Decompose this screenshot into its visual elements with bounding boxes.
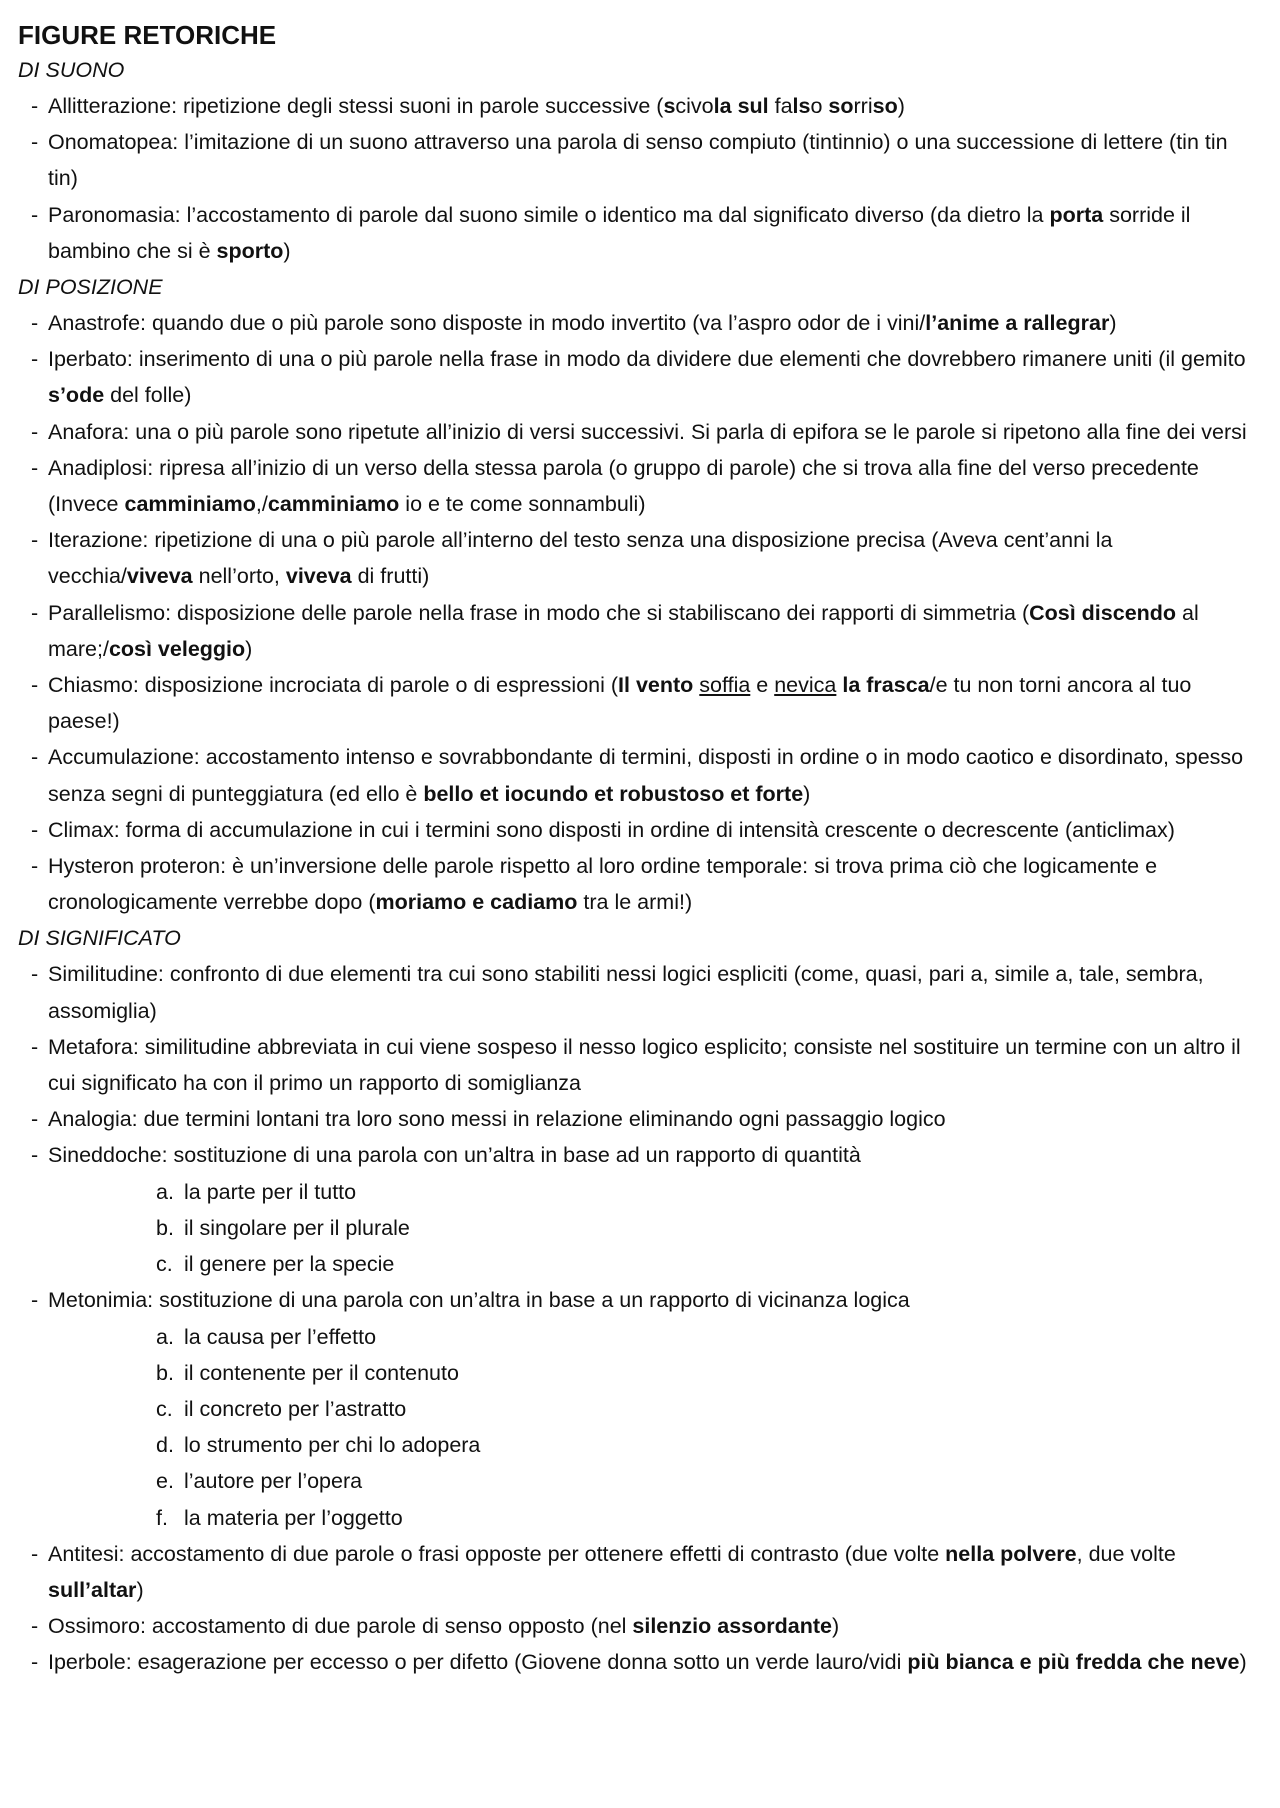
bold-text: so — [828, 94, 854, 118]
text-segment: /e tu non torni ancora al tuo paese!) — [48, 673, 1192, 734]
underlined-text: nevica — [774, 673, 837, 698]
section-heading: DI SIGNIFICATO — [18, 926, 181, 951]
text-segment: Parallelismo: disposizione delle parole nella frase in modo che si stabiliscano dei rapporti di simmetria ( — [48, 600, 1030, 625]
sub-list-text: il contenente per il contenuto — [184, 1360, 459, 1385]
bold-text: nella polvere — [945, 1541, 1077, 1566]
bold-text: Il vento — [618, 673, 694, 698]
text-segment: ) — [1239, 1650, 1247, 1675]
text-segment: ) — [831, 1614, 840, 1639]
text-segment: rri — [853, 94, 873, 118]
sub-list-item — [156, 1427, 1260, 1463]
underlined-text: soffia — [699, 673, 751, 698]
bold-text: più bianca e più fredda che neve — [907, 1650, 1240, 1675]
text-segment: e — [750, 673, 775, 698]
bold-text: moriamo e cadiamo — [375, 890, 578, 915]
sub-list-text: la causa per l’effetto — [184, 1324, 377, 1349]
text-segment: , due volte — [1076, 1541, 1176, 1566]
text-segment: Onomatopea: l’imitazione di un suono attraverso una parola di senso compiuto (tintinnio) o una successione di lettere (tin tin tin) — [48, 130, 1228, 191]
bold-text: sull’altar — [48, 1577, 137, 1602]
list-item — [18, 1536, 1260, 1608]
sub-list — [48, 1319, 1260, 1536]
bold-text: porta — [1049, 202, 1104, 227]
sub-list-text: lo strumento per chi lo adopera — [184, 1433, 481, 1458]
list-item — [18, 1608, 1260, 1644]
page-title: FIGURE RETORICHE — [18, 20, 277, 50]
text-segment: Similitudine: confronto di due elementi tra cui sono stabiliti nessi logici espliciti (come, quasi, pari a, simile a, tale, sembra, assomiglia) — [48, 962, 1204, 1023]
text-segment: fa — [768, 94, 793, 118]
sub-list-text: il genere per la specie — [184, 1252, 395, 1277]
sub-list-letter: b. — [156, 1215, 174, 1240]
figure-list — [18, 305, 1260, 920]
list-item — [18, 956, 1260, 1028]
bold-text: ls — [792, 94, 811, 118]
list-item — [18, 667, 1260, 739]
figure-list — [18, 88, 1260, 269]
figure-list — [18, 956, 1260, 1680]
text-segment: Metafora: similitudine abbreviata in cui viene sospeso il nesso logico esplicito; consiste nel sostituire un termine con un altro il cui significato ha con il primo un rapporto di somiglianza — [48, 1034, 1241, 1096]
sub-list-item — [156, 1246, 1260, 1282]
list-item — [18, 595, 1260, 667]
sub-list-text: il singolare per il plurale — [184, 1215, 410, 1240]
list-item — [18, 739, 1260, 811]
text-segment: Chiasmo: disposizione incrociata di parole o di espressioni ( — [48, 673, 619, 698]
bold-text: bello et iocundo et robustoso et forte — [423, 781, 804, 806]
bold-text: so — [872, 94, 898, 118]
list-item — [18, 450, 1260, 522]
list-item — [18, 305, 1260, 341]
text-segment: ) — [1109, 311, 1117, 336]
text-segment: io e te come sonnambuli) — [399, 492, 646, 517]
text-segment: ) — [136, 1577, 144, 1602]
list-item — [18, 341, 1260, 413]
text-segment: ) — [897, 94, 905, 118]
sub-list-text: il concreto per l’astratto — [184, 1396, 407, 1421]
text-segment: ) — [283, 238, 291, 263]
list-item — [18, 848, 1260, 920]
bold-text: camminiamo — [124, 492, 256, 517]
bold-text: s — [663, 94, 676, 118]
sub-list-item — [156, 1391, 1260, 1427]
bold-text: l’anime a rallegrar — [925, 311, 1110, 336]
list-item — [18, 88, 1260, 124]
text-segment: ,/ — [255, 492, 268, 517]
sub-list-item — [156, 1319, 1260, 1355]
sub-list-text: la parte per il tutto — [184, 1179, 357, 1204]
sub-list-letter: a. — [156, 1324, 174, 1349]
bold-text: la frasca — [842, 673, 930, 698]
list-item — [18, 522, 1260, 594]
bold-text: camminiamo — [267, 492, 400, 517]
sub-list-letter: f. — [156, 1505, 168, 1530]
section-heading: DI POSIZIONE — [18, 275, 163, 300]
text-segment: ) — [245, 636, 253, 661]
sub-list-letter: d. — [156, 1433, 174, 1458]
bold-text: Così discendo — [1029, 600, 1177, 625]
text-segment: Analogia: due termini lontani tra loro sono messi in relazione eliminando ogni passaggio logico — [48, 1107, 946, 1132]
bold-text: viveva — [126, 564, 193, 589]
sub-list-letter: c. — [156, 1252, 173, 1277]
list-item — [18, 414, 1260, 450]
text-segment: nell’orto, — [192, 564, 286, 589]
sub-list — [48, 1174, 1260, 1283]
list-item — [18, 197, 1260, 269]
text-segment: Accumulazione: accostamento intenso e sovrabbondante di termini, disposti in ordine o in modo caotico e disordinato, spesso senza segni di punteggiatura (ed ello è — [48, 745, 1244, 806]
text-segment: di frutti) — [351, 564, 430, 589]
text-segment: Hysteron proteron: è un’inversione delle parole rispetto al loro ordine temporale: si trova prima ciò che logicamente e cronologicamente verrebbe dopo ( — [48, 854, 1158, 915]
bold-text: s’ode — [48, 383, 105, 408]
sub-list-item — [156, 1500, 1260, 1536]
text-segment: Allitterazione: ripetizione degli stessi suoni in parole successive ( — [48, 94, 664, 118]
list-item — [18, 1101, 1260, 1137]
sub-list-item — [156, 1463, 1260, 1499]
text-segment: Anafora: una o più parole sono ripetute all’inizio di versi successivi. Si parla di epifora se le parole si ripetono alla fine dei versi — [48, 419, 1247, 444]
bold-text: viveva — [285, 564, 352, 589]
text-segment: ) — [803, 781, 811, 806]
text-segment: o — [810, 94, 829, 118]
list-item — [18, 1644, 1260, 1680]
list-item — [18, 1029, 1260, 1101]
list-item — [18, 124, 1260, 196]
text-segment: Antitesi: accostamento di due parole o frasi opposte per ottenere effetti di contrasto (due volte — [48, 1541, 946, 1566]
text-segment: Sineddoche: sostituzione di una parola con un’altra in base ad un rapporto di quantità — [48, 1143, 861, 1168]
text-segment: Iperbole: esagerazione per eccesso o per difetto (Giovene donna sotto un verde lauro/vidi — [48, 1650, 908, 1675]
text-segment: sorride il bambino che si è — [48, 202, 1191, 263]
text-segment: del folle) — [104, 383, 192, 408]
bold-text: la — [713, 94, 732, 118]
sub-list-item — [156, 1355, 1260, 1391]
text-segment: al mare;/ — [48, 600, 1199, 661]
text-segment: Anastrofe: quando due o più parole sono disposte in modo invertito (va l’aspro odor de i vini/ — [48, 311, 926, 336]
text-segment: Paronomasia: l’accostamento di parole dal suono simile o identico ma dal significato diverso (da dietro la — [48, 202, 1050, 227]
text-segment: Iperbato: inserimento di una o più parole nella frase in modo da dividere due elementi che dovrebbero rimanere uniti (il gemito — [48, 347, 1246, 372]
sub-list-item — [156, 1174, 1260, 1210]
sections-container — [18, 52, 1260, 1681]
sub-list-letter: e. — [156, 1469, 174, 1494]
text-segment: Metonimia: sostituzione di una parola con un’altra in base a un rapporto di vicinanza logica — [48, 1288, 910, 1313]
text-segment: civo — [675, 94, 714, 118]
sub-list-letter: a. — [156, 1179, 174, 1204]
bold-text: così veleggio — [108, 636, 246, 661]
sub-list-letter: c. — [156, 1396, 173, 1421]
bold-text: sporto — [216, 238, 284, 263]
list-item — [18, 1282, 1260, 1535]
list-item — [18, 812, 1260, 848]
sub-list-text: la materia per l’oggetto — [184, 1505, 403, 1530]
bold-text: silenzio assordante — [632, 1614, 832, 1639]
bold-text: sul — [737, 94, 769, 118]
text-segment: tra le armi!) — [577, 890, 693, 915]
sub-list-item — [156, 1210, 1260, 1246]
text-segment: Anadiplosi: ripresa all’inizio di un verso della stessa parola (o gruppo di parole) che si trova alla fine del verso precedente (Invece — [48, 455, 1199, 517]
text-segment: Ossimoro: accostamento di due parole di senso opposto (nel — [48, 1614, 633, 1639]
section-heading: DI SUONO — [18, 58, 125, 82]
text-segment: Iterazione: ripetizione di una o più parole all’interno del testo senza una disposizione precisa (Aveva cent’anni la vecchia/ — [48, 528, 1113, 589]
sub-list-text: l’autore per l’opera — [184, 1469, 363, 1494]
text-segment: Climax: forma di accumulazione in cui i termini sono disposti in ordine di intensità crescente o decrescente (anticlimax) — [48, 817, 1175, 842]
list-item — [18, 1137, 1260, 1282]
sub-list-letter: b. — [156, 1360, 174, 1385]
